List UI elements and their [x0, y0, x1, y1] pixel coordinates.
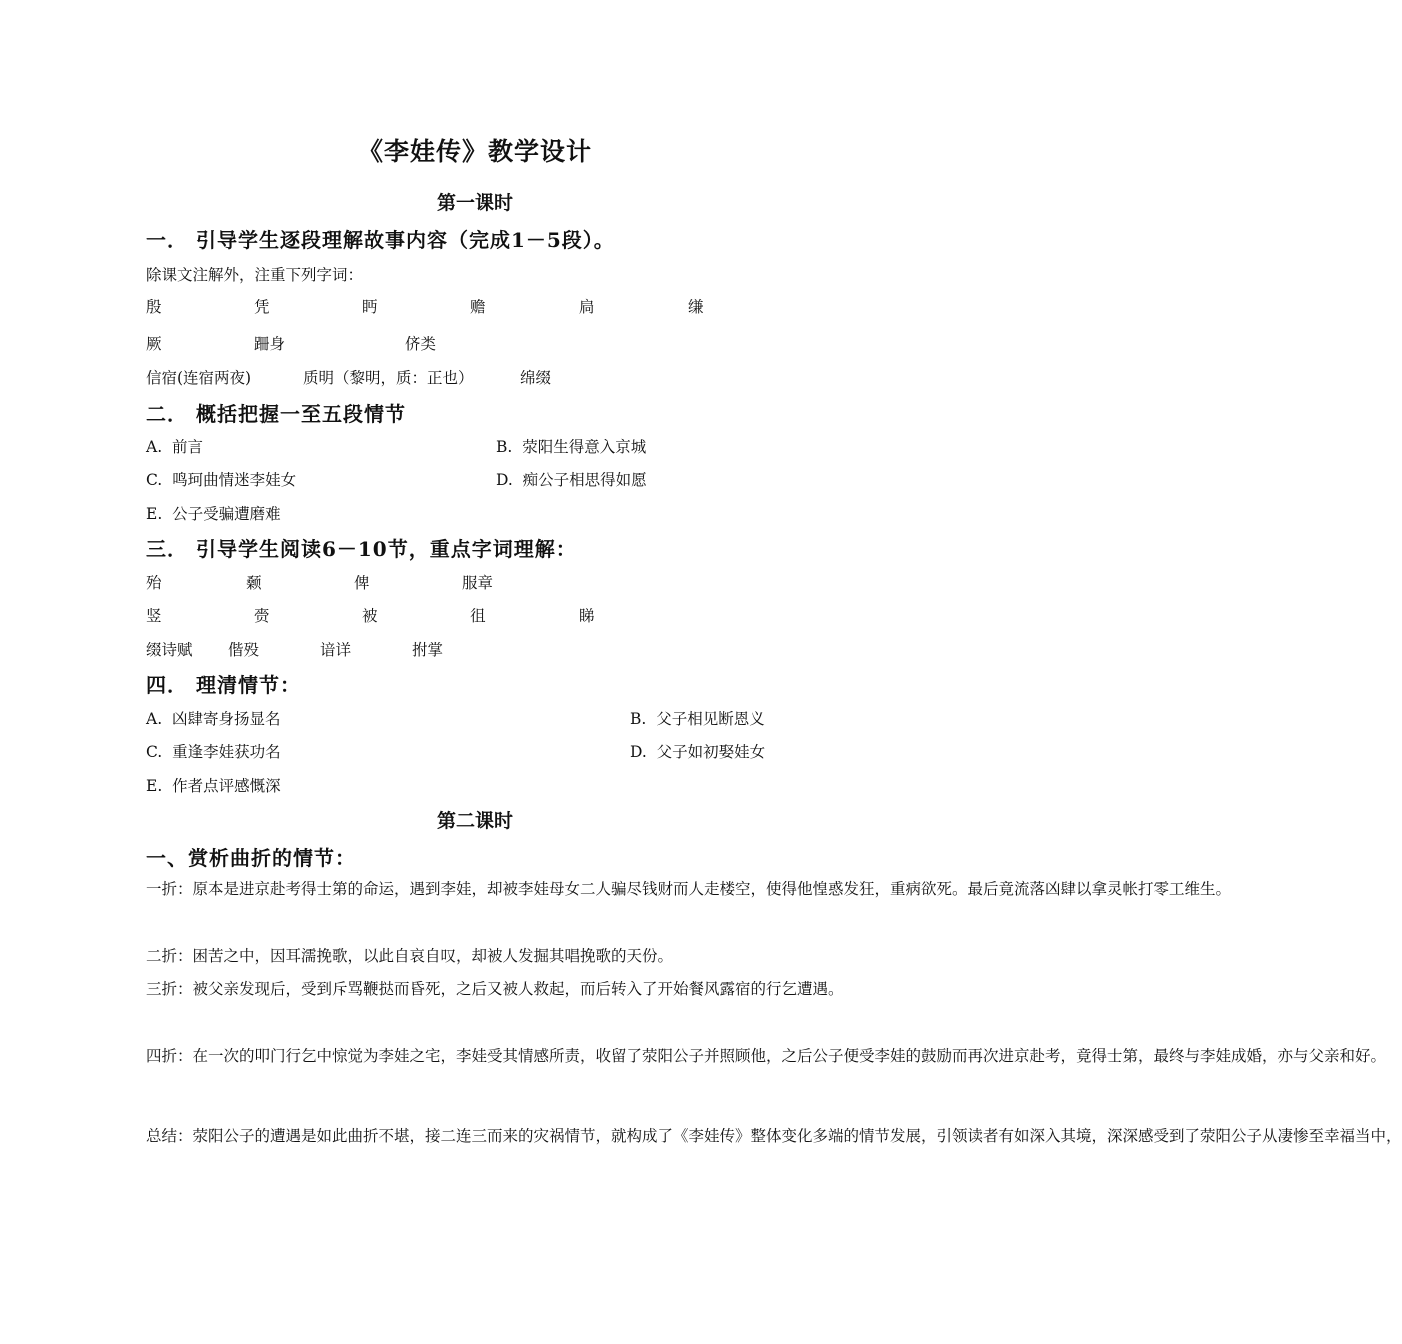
- paragraph-twist-2: 二折：困苦之中，因耳濡挽歌，以此自哀自叹，却被人发掘其唱挽歌的天份。: [146, 947, 674, 965]
- vocab-word: 眄: [362, 298, 378, 316]
- paragraph-twist-4: 四折：在一次的叩门行乞中惊觉为李娃之宅，李娃受其情感所责，收留了荥阳公子并照顾他，之后公子便受李娃的鼓励而再次进京赴考，竟得士第，最终与李娃成婚，亦与父亲和好。: [146, 1047, 1387, 1065]
- vocab-word: 颡: [246, 574, 262, 592]
- plot-item-label: A.: [146, 438, 163, 456]
- plot-item-text: 凶肆寄身扬显名: [171, 710, 281, 728]
- vocab-word: 睇: [579, 607, 595, 625]
- plot-item-text: 荥阳生得意入京城: [522, 438, 647, 456]
- plot-item-text: 前言: [171, 438, 203, 456]
- lesson2-heading: 第二课时: [436, 810, 513, 832]
- section4-heading: 四． 理清情节：: [146, 673, 301, 697]
- vocab-word: 绵缀: [520, 369, 552, 387]
- plot-item: [146, 502, 281, 524]
- plot-item-text: 痴公子相思得如愿: [522, 471, 647, 489]
- plot-item-label: C.: [146, 743, 163, 761]
- plot-item: [630, 740, 765, 762]
- vocab-word: 信宿(连宿两夜): [146, 369, 252, 387]
- plot-item: [146, 774, 281, 796]
- vocab-word: 跚身: [254, 335, 286, 353]
- vocab-word: 侪类: [405, 335, 437, 353]
- paragraph-twist-3: 三折：被父亲发现后，受到斥骂鞭挞而昏死，之后又被人救起，而后转入了开始餐风露宿的行乞遭遇。: [146, 980, 844, 998]
- plot-item-text: 父子如初娶娃女: [656, 743, 766, 761]
- plot-item: [496, 435, 646, 457]
- plot-item-text: 父子相见断恩义: [656, 710, 765, 728]
- plot-item-label: B.: [630, 710, 647, 728]
- plot-item: [146, 707, 281, 729]
- plot-item-text: 鸣珂曲情迷李娃女: [172, 471, 297, 489]
- vocab-word: 俾: [354, 574, 370, 592]
- vocab-word: 拊掌: [412, 641, 444, 659]
- vocab-word: 质明（黎明，质：正也）: [303, 369, 474, 387]
- section1-heading: 一． 引导学生逐段理解故事内容（完成1－5段）。: [146, 228, 615, 252]
- plot-item-text: 公子受骗遭磨难: [172, 505, 281, 523]
- vocab-word: 偕殁: [228, 641, 260, 659]
- lesson1-heading: 第一课时: [436, 192, 513, 214]
- section3-heading: 三． 引导学生阅读6－10节，重点字词理解：: [146, 537, 577, 561]
- vocab-word: 凭: [254, 298, 270, 316]
- vocab-word: 殆: [146, 574, 162, 592]
- plot-item-label: C.: [146, 471, 163, 489]
- vocab-word: 谙详: [320, 641, 352, 659]
- paragraph-summary: 总结：荥阳公子的遭遇是如此曲折不堪，接二连三而来的灾祸情节，就构成了《李娃传》整体变化多端的情节发展，引领读者有如深入其境，深深感受到了荥阳公子从凄惨至幸福当中，: [146, 1127, 1402, 1145]
- plot-item-label: D.: [496, 471, 513, 489]
- paragraph-twist-1: 一折：原本是进京赴考得士第的命运，遇到李娃，却被李娃母女二人骗尽钱财而人走楼空，使得他惶惑发狂，重病欲死。最后竟流落凶肆以拿灵帐打零工维生。: [146, 880, 1232, 898]
- plot-item: [146, 435, 203, 457]
- vocab-word: 赡: [470, 298, 486, 316]
- vocab-word: 服章: [462, 574, 494, 592]
- vocab-word: 徂: [470, 607, 486, 625]
- vocab-word: 赍: [254, 607, 270, 625]
- plot-item-text: 作者点评感慨深: [172, 777, 281, 795]
- lesson2-section1-heading: 一、赏析曲折的情节：: [146, 846, 356, 870]
- vocab-word: 厥: [146, 335, 162, 353]
- plot-item-label: E.: [146, 777, 163, 795]
- vocab-word: 被: [362, 607, 378, 625]
- section2-heading: 二． 概括把握一至五段情节: [146, 402, 406, 426]
- plot-item: [146, 740, 281, 762]
- plot-item: [496, 468, 647, 490]
- section1-intro: 除课文注解外，注重下列字词：: [146, 266, 364, 284]
- plot-item-label: D.: [630, 743, 647, 761]
- plot-item-text: 重逢李娃获功名: [172, 743, 281, 761]
- plot-item-label: A.: [146, 710, 163, 728]
- plot-item-label: B.: [496, 438, 513, 456]
- plot-item: [630, 707, 765, 729]
- plot-item: [146, 468, 296, 490]
- plot-item-label: E.: [146, 505, 163, 523]
- vocab-word: 扃: [579, 298, 595, 316]
- vocab-word: 缣: [688, 298, 704, 316]
- vocab-word: 殷: [146, 298, 162, 316]
- vocab-word: 竖: [146, 607, 162, 625]
- document-title: 《李娃传》教学设计: [357, 137, 592, 166]
- vocab-word: 缀诗赋: [146, 641, 193, 659]
